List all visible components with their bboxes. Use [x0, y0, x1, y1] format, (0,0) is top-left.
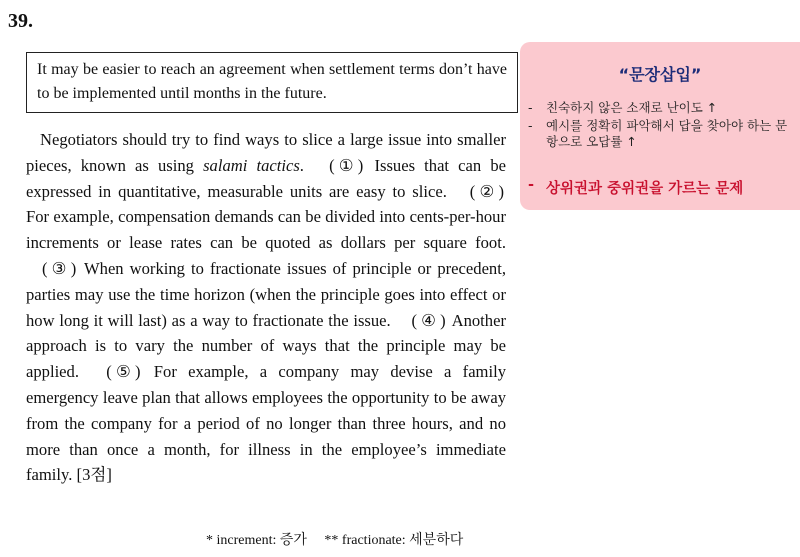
- sentence-1-end: .: [299, 155, 304, 175]
- salami-tactics-term: salami tactics: [203, 155, 300, 175]
- footnote-fractionate: ** fractionate: 세분하다: [324, 533, 464, 548]
- note-item-text: 예시를 정확히 파악해서 답을 찾아야 하는 문항으로 오답률 ↑: [546, 117, 788, 149]
- sentence-6: For example, a company may devise a family emergency leave plan that allows employees the opportunity to be away from the company for a period of no longer than three hours, and no more than once a month, for illness in the employee’s immediate family.: [26, 362, 506, 485]
- sentence-2: Issues that can be expressed in quantitative, measurable units are easy to slice.: [26, 155, 506, 201]
- note-items: [528, 100, 792, 152]
- note-item: [528, 118, 792, 151]
- passage: [26, 127, 506, 488]
- note-title: “문장삽입”: [618, 65, 702, 84]
- footnotes: [206, 529, 477, 549]
- insertion-marker-5: ( ⑤ ): [106, 362, 141, 382]
- question-number: 39.: [8, 10, 33, 32]
- given-sentence: It may be easier to reach an agreement when settlement terms don’t have to be implemented until months in the future.: [37, 61, 507, 102]
- bullet-dash: -: [528, 177, 535, 193]
- bullet-dash: -: [528, 117, 533, 133]
- sentence-3: For example, compensation demands can be divided into cents-per-hour increments or lease rates can be quoted as dollars per square foot.: [26, 207, 506, 253]
- note-item: [528, 100, 792, 117]
- insertion-marker-2: ( ② ): [469, 181, 504, 201]
- points-badge: [3점]: [76, 465, 112, 485]
- sentence-1: Negotiators should try to find ways to slice a large issue into smaller pieces, known as using: [26, 130, 506, 175]
- footnote-increment: * increment: 증가: [206, 533, 307, 548]
- sentence-4: When working to fractionate issues of principle or precedent, parties may use the time horizon (when the principle goes into effect or how long it will last) as a way to fractionate the issue.: [26, 258, 506, 330]
- insertion-marker-4: ( ④ ): [411, 310, 446, 330]
- bullet-dash: -: [528, 100, 533, 115]
- note-key-text: 상위권과 중위권을 가르는 문제: [546, 181, 744, 197]
- sentence-5: Another approach is to vary the number of ways that the principle may be applied.: [26, 310, 506, 382]
- given-sentence-box: [26, 52, 518, 113]
- passage-paragraph: [26, 127, 506, 488]
- note-item-text: 친숙하지 않은 소재로 난이도 ↑: [546, 100, 718, 115]
- commentary-note: [520, 42, 800, 210]
- insertion-marker-1: ( ① ): [329, 155, 364, 175]
- insertion-marker-3: ( ③ ): [42, 258, 77, 278]
- note-key-point: [528, 177, 800, 198]
